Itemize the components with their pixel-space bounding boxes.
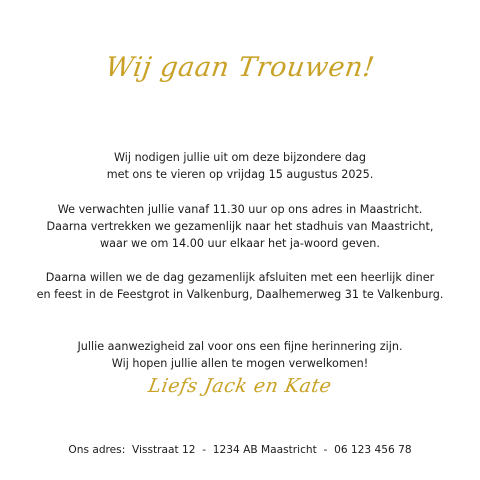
invitation-paragraph xyxy=(0,149,480,183)
address-line: Ons adres: Visstraat 12 - 1234 AB Maastricht - 06 123 456 78 xyxy=(68,444,412,456)
party-paragraph xyxy=(0,269,480,303)
invitation-line: Wij nodigen jullie uit om deze bijzondere dag xyxy=(113,151,367,164)
headline: Wij gaan Trouwen! xyxy=(103,52,377,83)
schedule-line: Daarna vertrekken we gezamenlijk naar het stadhuis van Maastricht, xyxy=(46,220,434,233)
party-line: en feest in de Feestgrot in Valkenburg, Daalhemerweg 31 te Valkenburg. xyxy=(36,288,444,301)
closing-paragraph xyxy=(0,338,480,372)
invitation-line: met ons te vieren op vrijdag 15 augustus 2025. xyxy=(106,168,374,181)
schedule-line: waar we om 14.00 uur elkaar het ja-woord geven. xyxy=(100,237,380,250)
schedule-paragraph xyxy=(0,201,480,252)
signature: Liefs Jack en Kate xyxy=(146,375,334,397)
party-line: Daarna willen we de dag gezamenlijk afsluiten met een heerlijk diner xyxy=(45,271,435,284)
closing-line: Jullie aanwezigheid zal voor ons een fijne herinnering zijn. xyxy=(77,340,403,353)
schedule-line: We verwachten jullie vanaf 11.30 uur op ons adres in Maastricht. xyxy=(57,203,423,216)
closing-line: Wij hopen jullie allen te mogen verwelkomen! xyxy=(111,357,369,370)
